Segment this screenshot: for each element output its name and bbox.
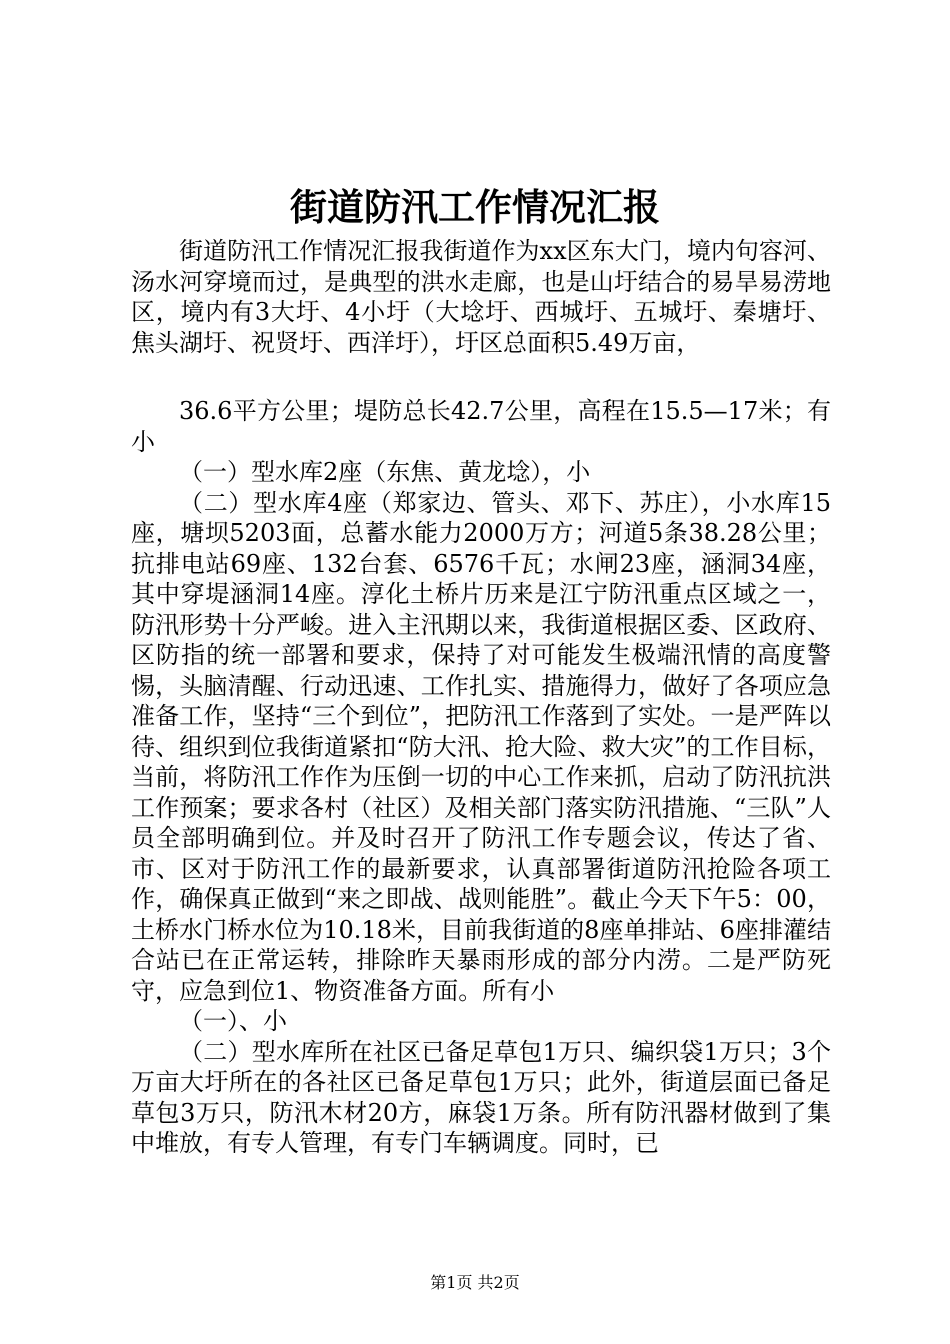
paragraph-reservoir-type-2: （二）型水库4座（郑家边、管头、邓下、苏庄），小水库15座，塘坝5203面，总蓄水能力2000万方；河道5条38.28公里；抗排电站69座、132台套、6576千瓦；水闸23座，涵洞34座，其中穿堤涵洞14座。淳化土桥片历来是江宁防汛重点区域之一，防汛形势十分严峻。进入主汛期以来，我街道根据区委、区政府、区防指的统一部署和要求，保持了对可能发生极端汛情的高度警惕，头脑清醒、行动迅速、工作扎实、措施得力，做好了各项应急准备工作，坚持“三个到位”，把防汛工作落到了实处。一是严阵以待、组织到位我街道紧扣“防大汛、抢大险、救大灾”的工作目标，当前，将防汛工作作为压倒一切的中心工作来抓，启动了防汛抗洪工作预案；要求各村（社区）及相关部门落实防汛措施、“三队”人员全部明确到位。并及时召开了防汛工作专题会议，传达了省、市、区对于防汛工作的最新要求，认真部署街道防汛抢险各项工作，确保真正做到“来之即战、战则能胜”。截止今天下午5：00，土桥水门桥水位为10.18米，目前我街道的8座单排站、6座排灌结合站已在正常运转，排除昨天暴雨形成的部分内涝。二是严防死守，应急到位1、物资准备方面。所有小	[131, 488, 831, 1005]
paragraph-materials: （二）型水库所在社区已备足草包1万只、编织袋1万只；3个万亩大圩所在的各社区已备足草包1万只；此外，街道层面已备足草包3万只，防汛木材20方，麻袋1万条。所有防汛器材做到了集中堆放，有专人管理，有专门车辆调度。同时，已	[131, 1037, 831, 1157]
paragraph-intro: 街道防汛工作情况汇报我街道作为xx区东大门，境内句容河、汤水河穿境而过，是典型的洪水走廊，也是山圩结合的易旱易涝地区，境内有3大圩、4小圩（大埝圩、西城圩、五城圩、秦塘圩、焦头湖圩、祝贤圩、西洋圩），圩区总面积5.49万亩，	[131, 237, 831, 357]
document-title: 街道防汛工作情况汇报	[290, 185, 660, 229]
paragraph-small-reservoir-1: （一）、小	[179, 1007, 287, 1035]
paragraph-area: 36.6平方公里；堤防总长42.7公里，高程在15.5—17米；有小	[131, 397, 831, 456]
paragraph-reservoir-type-1: （一）型水库2座（东焦、黄龙埝），小	[179, 458, 591, 486]
page-footer: 第1页 共2页	[430, 1273, 520, 1292]
document-body	[131, 236, 831, 1159]
